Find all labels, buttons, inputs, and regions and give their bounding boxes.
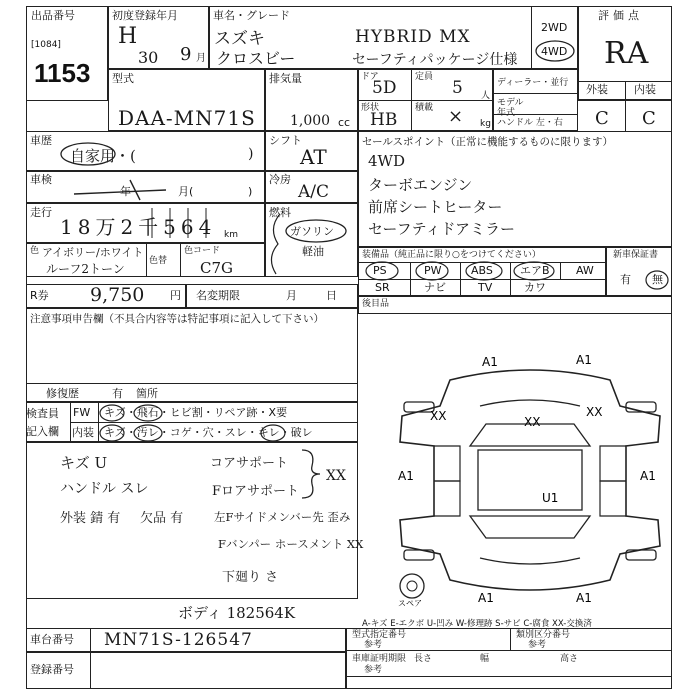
score-exterior-label: 外装 bbox=[586, 83, 608, 96]
equipment-airbag: エアB bbox=[520, 264, 550, 277]
recycle-value: 9,750 bbox=[90, 284, 145, 306]
score-exterior: C bbox=[595, 108, 609, 129]
color-label: 色 bbox=[30, 246, 40, 256]
displacement-value: 1,000 bbox=[290, 113, 331, 129]
mark-7: XX bbox=[586, 405, 603, 419]
vehicle-model: クロスビー bbox=[216, 49, 296, 68]
sales-item-2: ターボエンジン bbox=[368, 176, 473, 194]
capacity-unit: 人 bbox=[481, 91, 491, 101]
drive-4wd: 4WD bbox=[541, 45, 568, 58]
mark-10: A1 bbox=[576, 591, 592, 605]
dealer-handle-label: ハンドル 左・右 bbox=[497, 118, 563, 128]
mark-2: A1 bbox=[576, 353, 592, 367]
warranty-yes: 有 bbox=[620, 273, 631, 286]
vehicle-maker: スズキ bbox=[214, 29, 265, 49]
lot-code: [1084] bbox=[31, 40, 61, 50]
registration-number-label: 登録番号 bbox=[30, 663, 74, 676]
remark-right-2: Fロアサポート bbox=[212, 484, 300, 499]
payload-label: 積載 bbox=[415, 103, 434, 113]
equipment-label: 装備品（純正品に限り○をつけてください） bbox=[362, 250, 541, 260]
name-change-label: 名変期限 bbox=[196, 289, 240, 302]
mileage-unit: km bbox=[224, 230, 238, 240]
capacity-label: 定員 bbox=[415, 72, 434, 82]
height-label: 高さ bbox=[560, 654, 579, 664]
vehicle-name-label: 車名・グレード bbox=[213, 9, 290, 22]
length-label: 長さ bbox=[414, 654, 433, 664]
mark-1: A1 bbox=[482, 355, 498, 369]
recycle-label: R券 bbox=[30, 289, 49, 302]
mark-8: U1 bbox=[542, 491, 559, 505]
notes-location-label: 箇所 bbox=[136, 387, 158, 400]
color-code-label: 色コード bbox=[184, 246, 221, 256]
warranty-no: 無 bbox=[652, 273, 663, 286]
certificate-label: 車庫証明期限 bbox=[352, 654, 407, 664]
remark-left-2: ハンドル スレ bbox=[60, 481, 149, 497]
remark-right-3: 左Fサイドメンバー先 歪み bbox=[214, 510, 351, 524]
equipment-sr: SR bbox=[375, 281, 390, 294]
notes-repair-label: 修復歴 bbox=[46, 387, 79, 400]
shift-label: シフト bbox=[269, 134, 302, 147]
score-interior-label: 内装 bbox=[634, 83, 656, 96]
remark-left-1: キズ U bbox=[60, 454, 108, 472]
remark-right-1: コアサポート bbox=[210, 456, 289, 471]
type-designation-label: 型式指定番号 bbox=[352, 630, 407, 640]
equipment-circles bbox=[362, 260, 562, 282]
recycle-unit: 円 bbox=[170, 289, 181, 302]
inspection-label: 車検 bbox=[30, 173, 52, 186]
sales-item-4: セーフティドアミラー bbox=[368, 220, 516, 238]
equipment-ps: PS bbox=[373, 264, 387, 277]
mileage-label: 走行 bbox=[30, 206, 52, 219]
registration-number-box bbox=[26, 652, 346, 689]
mark-3: A1 bbox=[398, 469, 414, 483]
inspection-close: ) bbox=[248, 185, 253, 198]
inspector-label-2: 記入欄 bbox=[26, 425, 59, 438]
mark-4: A1 bbox=[640, 469, 656, 483]
history-value: 自家用・( bbox=[70, 147, 136, 165]
fuel-handwritten-bracket bbox=[262, 208, 286, 278]
rear-seat-label: 後目品 bbox=[362, 299, 390, 309]
mark-9: A1 bbox=[478, 591, 494, 605]
fuel-diesel: 軽油 bbox=[302, 245, 324, 258]
category-number-label: 類別区分番号 bbox=[516, 630, 571, 640]
score-value: RA bbox=[604, 36, 649, 71]
inspection-year-unit: 年 bbox=[120, 185, 131, 198]
spare-label: スペア bbox=[398, 599, 422, 608]
history-label: 車歴 bbox=[30, 134, 52, 147]
score-interior: C bbox=[642, 108, 656, 129]
fuel-gasoline-circle bbox=[283, 218, 349, 244]
score-label: 評価点 bbox=[598, 9, 643, 22]
registration-label: 初度登録年月 bbox=[112, 9, 178, 22]
car-diagram bbox=[390, 346, 672, 610]
lot-label: 出品番号 bbox=[31, 9, 75, 22]
drive-4wd-circle bbox=[533, 39, 577, 63]
mileage-digit-separators bbox=[140, 204, 220, 242]
registration-month-unit: 月 bbox=[196, 53, 206, 64]
type-designation-ref: 参考 bbox=[364, 640, 383, 650]
inspection-strike bbox=[70, 176, 170, 202]
remarks-brace bbox=[296, 446, 326, 502]
dealer-model-year-label: モデル年式 bbox=[497, 98, 524, 118]
spare-tire-icon bbox=[400, 574, 424, 598]
rear-seat-box bbox=[358, 296, 672, 314]
mileage-value: 18万2千564 bbox=[60, 215, 217, 239]
color-repaint-label: 色替 bbox=[149, 256, 168, 266]
legend: A-キズ E-エクボ U-凹み W-修理跡 S-サビ C-腐食 XX-交換済 bbox=[362, 619, 592, 629]
fuel-gasoline: ガソリン bbox=[290, 225, 334, 238]
inspection-month-unit: 月( bbox=[178, 185, 194, 198]
sales-label: セールスポイント（正常に機能するものに限ります） bbox=[362, 136, 614, 148]
fuel-label: 燃料 bbox=[269, 206, 291, 219]
vehicle-grade: HYBRID MX bbox=[355, 27, 471, 47]
inspector-interior-label: 内装 bbox=[72, 426, 94, 439]
notes-label: 注意事項申告欄（不具合内容等は特記事項に記入して下さい） bbox=[30, 313, 324, 325]
registration-year: 30 bbox=[138, 48, 159, 67]
frame-number-note: ボディ 182564K bbox=[178, 604, 296, 622]
chassis-value: MN71S-126547 bbox=[104, 630, 253, 650]
shape-value: HB bbox=[370, 110, 398, 130]
remark-left-3: 外装 錆 有 bbox=[60, 511, 121, 526]
remark-right-4: Fバンパー ホースメント XX bbox=[218, 537, 364, 551]
history-circle bbox=[58, 140, 118, 168]
name-change-day-unit: 日 bbox=[326, 289, 337, 302]
registration-month: 9 bbox=[180, 44, 192, 65]
inspector-fw-label: FW bbox=[73, 406, 91, 419]
inspector-interior-items: キズ・汚レ・コゲ・穴・スレ・キレ・破レ bbox=[104, 426, 313, 439]
notes-repair-value: 有 bbox=[112, 387, 123, 400]
sales-item-3: 前席シートヒーター bbox=[368, 198, 503, 216]
type-value: DAA-MN71S bbox=[118, 106, 256, 130]
color-value-line1: アイボリー/ホワイト bbox=[42, 246, 144, 259]
registration-era: H bbox=[118, 24, 138, 49]
remark-left-4: 欠品 有 bbox=[140, 511, 184, 526]
history-close: ) bbox=[248, 146, 254, 162]
chassis-label: 車台番号 bbox=[30, 633, 74, 646]
equipment-abs: ABS bbox=[471, 264, 493, 277]
equipment-tv: TV bbox=[478, 281, 493, 294]
type-label: 型式 bbox=[112, 72, 134, 85]
equipment-pw: PW bbox=[424, 264, 442, 277]
warranty-no-circle bbox=[644, 268, 670, 292]
certificate-ref: 参考 bbox=[364, 665, 383, 675]
cooler-label: 冷房 bbox=[269, 173, 291, 186]
warranty-label: 新車保証書 bbox=[613, 250, 659, 260]
vehicle-package: セーフティパッケージ仕様 bbox=[352, 52, 518, 68]
payload-unit: kg bbox=[480, 119, 491, 129]
equipment-aw: AW bbox=[576, 264, 594, 277]
sales-item-1: 4WD bbox=[368, 152, 405, 170]
color-value-line2: ルーフ2トーン bbox=[46, 262, 125, 276]
doors-label: ドア bbox=[361, 72, 379, 82]
doors-value: 5D bbox=[372, 78, 397, 98]
capacity-value: 5 bbox=[452, 78, 463, 98]
mark-6: XX bbox=[430, 409, 447, 423]
shift-value: AT bbox=[300, 145, 327, 169]
equipment-navi: ナビ bbox=[424, 281, 446, 294]
lot-number: 1153 bbox=[34, 58, 91, 88]
inspector-circles bbox=[98, 402, 298, 442]
name-change-month-unit: 月 bbox=[286, 289, 297, 302]
mark-5: XX bbox=[524, 415, 541, 429]
equipment-leather: カワ bbox=[524, 281, 546, 294]
shape-label: 形状 bbox=[361, 103, 380, 113]
drive-2wd: 2WD bbox=[541, 21, 568, 34]
category-number-ref: 参考 bbox=[528, 640, 547, 650]
displacement-unit: cc bbox=[338, 116, 351, 129]
width-label: 幅 bbox=[480, 654, 490, 664]
remarks-xx: XX bbox=[326, 468, 346, 484]
payload-mark: × bbox=[448, 106, 464, 127]
displacement-label: 排気量 bbox=[269, 72, 302, 85]
cooler-value: A/C bbox=[298, 182, 330, 202]
dealer-label: ディーラー・並行 bbox=[497, 78, 569, 88]
inspector-fw-items: キズ・飛石・ヒビ割・リペア跡・X要 bbox=[104, 406, 288, 419]
color-code: C7G bbox=[200, 259, 234, 277]
remark-right-5: 下廻り さ bbox=[222, 570, 279, 585]
body-outline bbox=[400, 370, 660, 590]
inspector-label-1: 検査員 bbox=[26, 407, 59, 420]
